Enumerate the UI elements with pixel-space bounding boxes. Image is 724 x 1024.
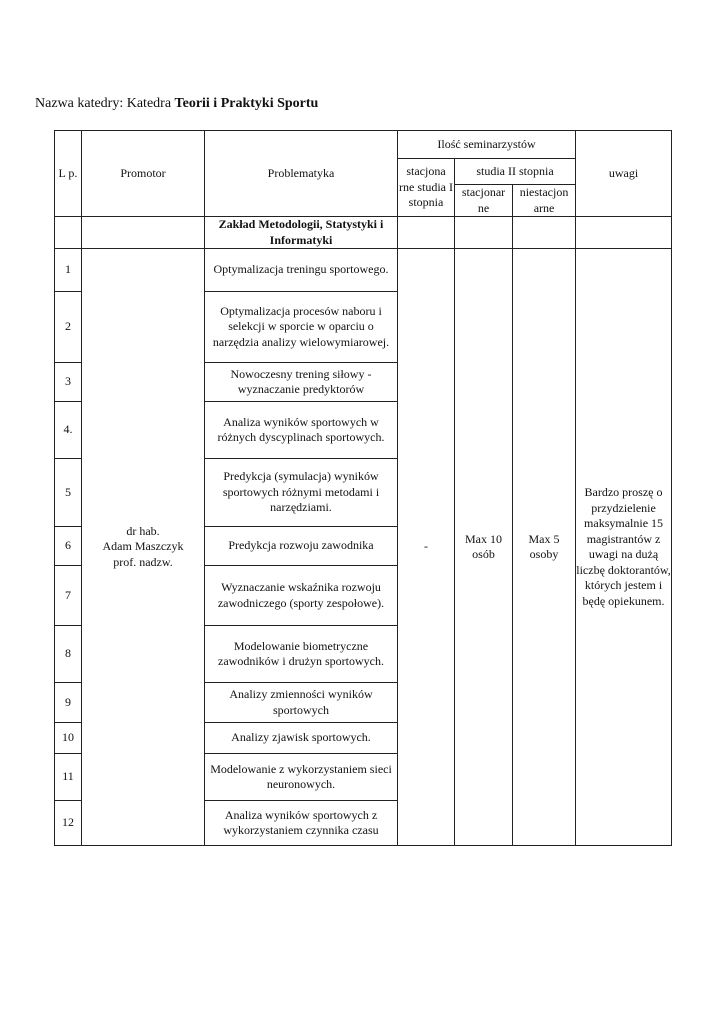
- topic-cell: Analiza wyników sportowych w różnych dyscyplinach sportowych.: [205, 402, 398, 459]
- row-number: 3: [55, 363, 82, 402]
- row-number: 7: [55, 566, 82, 626]
- row-number: 1: [55, 249, 82, 292]
- topic-cell: Optymalizacja treningu sportowego.: [205, 249, 398, 292]
- seminar-table: [54, 130, 672, 846]
- niestacjonarne-2-header: niestacjon arne: [513, 185, 576, 217]
- section-row: [55, 217, 672, 249]
- row-number: 9: [55, 683, 82, 723]
- topic-cell: Nowoczesny trening siłowy - wyznaczanie predyktorów: [205, 363, 398, 402]
- row-number: 10: [55, 723, 82, 754]
- uwagi-header: uwagi: [576, 131, 672, 217]
- topic-cell: Predykcja rozwoju zawodnika: [205, 527, 398, 566]
- topic-cell: Optymalizacja procesów naboru i selekcji w sporcie w oparciu o narzędzia analizy wielowymiarowej.: [205, 292, 398, 363]
- row-number: 8: [55, 626, 82, 683]
- topic-cell: Analizy zjawisk sportowych.: [205, 723, 398, 754]
- table-row: [55, 249, 672, 292]
- promotor-name: Adam Maszczyk: [102, 539, 184, 554]
- department-name: Teorii i Praktyki Sportu: [174, 96, 319, 111]
- limit-stacjonarne-1: -: [398, 249, 455, 846]
- problematyka-header: Problematyka: [205, 131, 398, 217]
- row-number: 5: [55, 459, 82, 527]
- promotor-header: Promotor: [82, 131, 205, 217]
- topic-cell: Wyznaczanie wskaźnika rozwoju zawodniczego (sporty zespołowe).: [205, 566, 398, 626]
- row-number: 12: [55, 801, 82, 846]
- header-row-1: [55, 131, 672, 159]
- promotor-position: prof. nadzw.: [113, 554, 173, 569]
- section-title: Zakład Metodologii, Statystyki i Informatyki: [205, 217, 398, 249]
- row-number: 11: [55, 754, 82, 801]
- promotor-title: dr hab.: [126, 523, 160, 538]
- topic-cell: Modelowanie z wykorzystaniem sieci neuronowych.: [205, 754, 398, 801]
- topic-cell: Analiza wyników sportowych z wykorzystaniem czynnika czasu: [205, 801, 398, 846]
- lp-header: L p.: [55, 131, 82, 217]
- row-number: 4.: [55, 402, 82, 459]
- topic-cell: Modelowanie biometryczne zawodników i drużyn sportowych.: [205, 626, 398, 683]
- stacjonarne-1-header: stacjona rne studia I stopnia: [398, 159, 455, 217]
- row-number: 6: [55, 527, 82, 566]
- uwagi-note: Bardzo proszę o przydzielenie maksymalnie 15 magistrantów z uwagi na dużą liczbę doktorantów, których jestem i będę opiekunem.: [576, 249, 672, 846]
- row-number: 2: [55, 292, 82, 363]
- limit-stacjonarne-2: Max 10 osób: [455, 249, 513, 846]
- limit-niestacjonarne-2: Max 5 osoby: [513, 249, 576, 846]
- ilosc-header: Ilość seminarzystów: [398, 131, 576, 159]
- department-heading: [35, 96, 318, 112]
- topic-cell: Analizy zmienności wyników sportowych: [205, 683, 398, 723]
- stacjonarne-2-header: stacjonar ne: [455, 185, 513, 217]
- topic-cell: Predykcja (symulacja) wyników sportowych różnymi metodami i narzędziami.: [205, 459, 398, 527]
- promotor-cell: [82, 249, 205, 846]
- department-prefix: Nazwa katedry: Katedra: [35, 96, 175, 111]
- studia-2-header: studia II stopnia: [455, 159, 576, 185]
